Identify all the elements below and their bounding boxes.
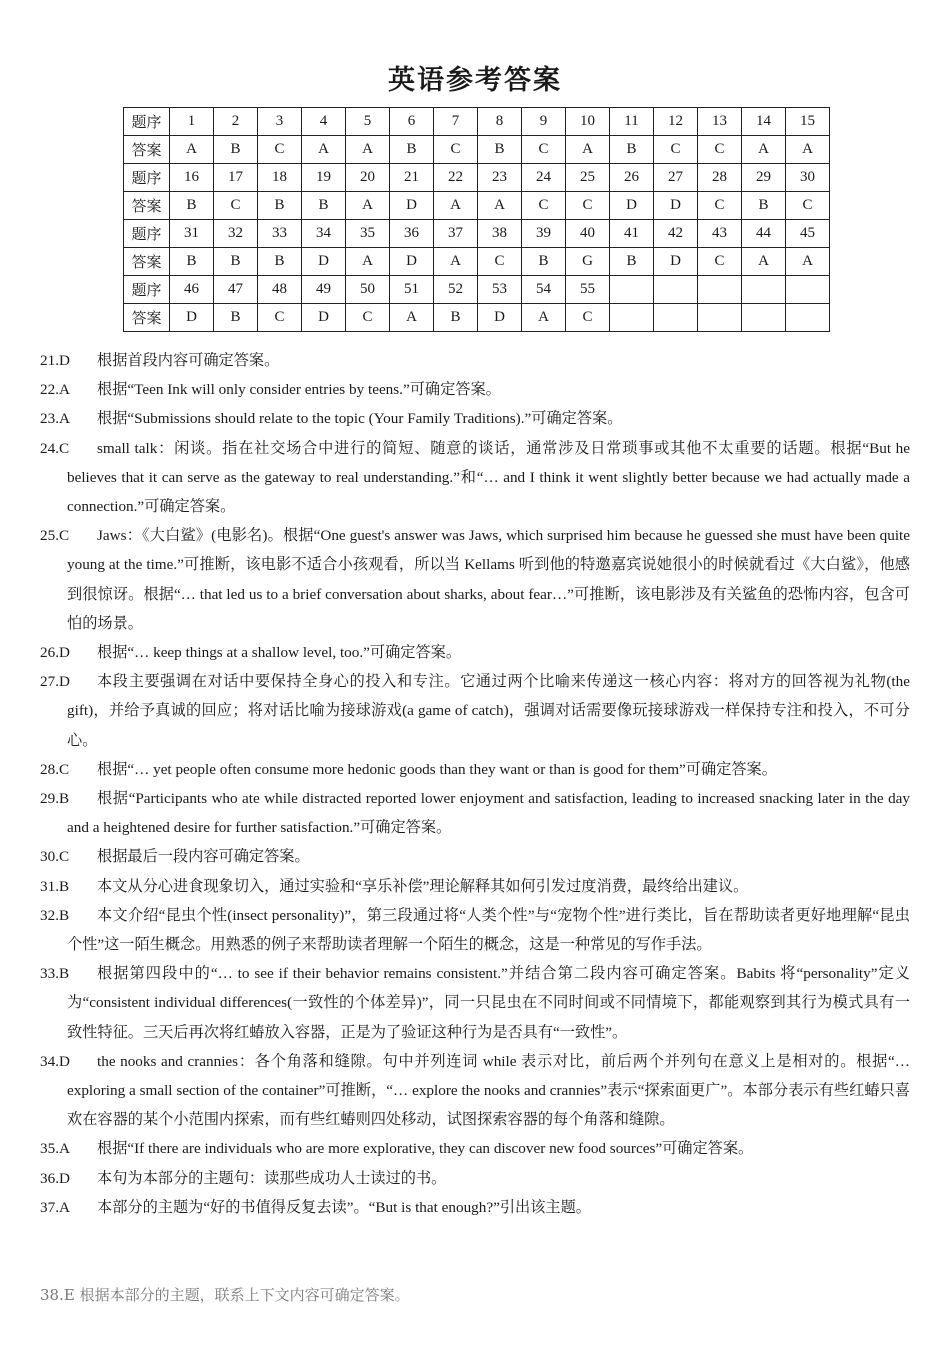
- row-label: 答案: [124, 304, 170, 332]
- table-cell: B: [214, 248, 258, 276]
- answer-text: Jaws：《大白鲨》(电影名)。根据“One guest's answer was Jaws, which surprised him because he guessed she must have been quite young at the time.”可推断，该电影不适合小孩观看，所以当 Kellams 听到他的特邀嘉宾说她很小的时候就看过《大白鲨》，他感到很惊讶。根据“… that led us to a brief conversation about sharks, about fear…”可推断，该电影涉及有关鲨鱼的恐怖内容，包含可怕的场景。: [67, 527, 910, 632]
- table-cell: A: [346, 136, 390, 164]
- table-cell: B: [214, 136, 258, 164]
- table-cell: D: [654, 248, 698, 276]
- table-cell: D: [478, 304, 522, 332]
- table-cell: [786, 276, 830, 304]
- table-cell: 54: [522, 276, 566, 304]
- table-cell: 33: [258, 220, 302, 248]
- table-cell: 3: [258, 108, 302, 136]
- table-cell: 34: [302, 220, 346, 248]
- table-cell: B: [302, 192, 346, 220]
- table-cell: A: [566, 136, 610, 164]
- table-cell: C: [698, 248, 742, 276]
- table-cell: A: [786, 248, 830, 276]
- table-cell: B: [610, 136, 654, 164]
- table-cell: 36: [390, 220, 434, 248]
- table-cell: 17: [214, 164, 258, 192]
- table-cell: A: [742, 136, 786, 164]
- table-cell: 40: [566, 220, 610, 248]
- table-cell: 45: [786, 220, 830, 248]
- table-cell: C: [698, 136, 742, 164]
- table-cell: 38: [478, 220, 522, 248]
- table-cell: 18: [258, 164, 302, 192]
- answer-number: 31.B: [40, 877, 70, 895]
- answer-item: [40, 842, 910, 871]
- table-cell: 31: [170, 220, 214, 248]
- table-cell: 15: [786, 108, 830, 136]
- table-row: [124, 248, 830, 276]
- table-cell: C: [522, 136, 566, 164]
- table-cell: A: [302, 136, 346, 164]
- table-cell: 12: [654, 108, 698, 136]
- table-cell: B: [258, 248, 302, 276]
- row-label: 答案: [124, 248, 170, 276]
- answer-text: the nooks and crannies：各个角落和缝隙。句中并列连词 while 表示对比，前后两个并列句在意义上是相对的。根据“… exploring a small section of the container”可推断，“… explore the nooks and crannies”表示“探索面更广”。本部分表示有些红蝽只喜欢在容器的某个小范围内探索，而有些红蝽则四处移动，试图探索容器的每个角落和缝隙。: [67, 1052, 910, 1129]
- table-cell: B: [610, 248, 654, 276]
- table-cell: 1: [170, 108, 214, 136]
- answer-number: 29.B: [40, 790, 70, 808]
- answer-text: 本句为本部分的主题句：读那些成功人士读过的书。: [97, 1169, 447, 1187]
- table-cell: [698, 276, 742, 304]
- answer-text: 根据“If there are individuals who are more explorative, they can discover new food sources”可确定答案。: [97, 1140, 754, 1158]
- table-cell: 49: [302, 276, 346, 304]
- table-cell: 35: [346, 220, 390, 248]
- table-cell: 22: [434, 164, 478, 192]
- table-cell: C: [522, 192, 566, 220]
- answer-text: 根据最后一段内容可确定答案。: [97, 848, 310, 866]
- row-label: 题序: [124, 220, 170, 248]
- answer-item: [40, 346, 910, 375]
- answer-number: 35.A: [40, 1140, 70, 1158]
- answer-text: 根据第四段中的“… to see if their behavior remains consistent.”并结合第二段内容可确定答案。Babits 将“personality”定义为“consistent individual differences(一致性的个体差异)”，同一只昆虫在不同时间或不同情境下，都能观察到其行为模式具有一致性特征。三天后再次将红蝽放入容器，正是为了验证这种行为是否具有“一致性”。: [67, 965, 910, 1041]
- table-cell: A: [346, 248, 390, 276]
- row-label: 答案: [124, 136, 170, 164]
- table-cell: A: [742, 248, 786, 276]
- table-cell: 43: [698, 220, 742, 248]
- table-cell: 7: [434, 108, 478, 136]
- table-cell: 13: [698, 108, 742, 136]
- table-cell: A: [170, 136, 214, 164]
- answer-text: 根据“Submissions should relate to the topic (Your Family Traditions).”可确定答案。: [97, 410, 623, 428]
- table-cell: 47: [214, 276, 258, 304]
- table-cell: C: [786, 192, 830, 220]
- table-cell: 52: [434, 276, 478, 304]
- row-label: 答案: [124, 192, 170, 220]
- table-cell: C: [478, 248, 522, 276]
- table-row: [124, 108, 830, 136]
- table-cell: D: [654, 192, 698, 220]
- answer-number: 30.C: [40, 848, 70, 866]
- table-cell: D: [302, 304, 346, 332]
- explanations-list: [40, 346, 910, 1222]
- answer-number: 27.D: [40, 673, 70, 691]
- table-cell: A: [434, 248, 478, 276]
- answer-key-table: [123, 107, 830, 332]
- table-cell: [786, 304, 830, 332]
- answer-number: 26.D: [40, 644, 70, 662]
- answer-item: [40, 959, 910, 1047]
- table-cell: 48: [258, 276, 302, 304]
- table-cell: 21: [390, 164, 434, 192]
- table-cell: C: [698, 192, 742, 220]
- table-cell: 20: [346, 164, 390, 192]
- table-cell: D: [610, 192, 654, 220]
- answer-text: 本部分的主题为“好的书值得反复去读”。“But is that enough?”引出该主题。: [97, 1198, 591, 1216]
- truncated-line: 38.E 根据本部分的主题，联系上下文内容可确定答案。: [40, 1286, 410, 1304]
- table-cell: D: [390, 248, 434, 276]
- table-cell: 6: [390, 108, 434, 136]
- table-cell: 23: [478, 164, 522, 192]
- table-cell: 24: [522, 164, 566, 192]
- table-cell: [654, 276, 698, 304]
- answer-item: [40, 521, 910, 638]
- table-cell: 9: [522, 108, 566, 136]
- table-cell: 51: [390, 276, 434, 304]
- table-cell: 32: [214, 220, 258, 248]
- answer-text: 根据“… keep things at a shallow level, too.”可确定答案。: [97, 644, 462, 662]
- table-cell: 25: [566, 164, 610, 192]
- table-cell: B: [522, 248, 566, 276]
- table-cell: G: [566, 248, 610, 276]
- table-cell: 29: [742, 164, 786, 192]
- table-cell: C: [258, 304, 302, 332]
- answer-item: [40, 638, 910, 667]
- answer-item: [40, 667, 910, 755]
- table-row: [124, 136, 830, 164]
- table-row: [124, 220, 830, 248]
- answer-item: [40, 1193, 910, 1222]
- table-cell: B: [170, 192, 214, 220]
- answer-item: [40, 434, 910, 522]
- answer-number: 37.A: [40, 1198, 70, 1216]
- table-cell: 26: [610, 164, 654, 192]
- table-cell: C: [566, 192, 610, 220]
- table-cell: [742, 276, 786, 304]
- table-cell: D: [170, 304, 214, 332]
- table-cell: D: [390, 192, 434, 220]
- answer-number: 24.C: [40, 439, 70, 457]
- answer-item: [40, 1164, 910, 1193]
- answer-number: 28.C: [40, 760, 70, 778]
- table-cell: 55: [566, 276, 610, 304]
- table-cell: D: [302, 248, 346, 276]
- answer-text: 本段主要强调在对话中要保持全身心的投入和专注。它通过两个比喻来传递这一核心内容：将对方的回答视为礼物(the gift)，并给予真诚的回应；将对话比喻为接球游戏(a game of catch)，强调对话需要像玩接球游戏一样保持专注和投入，不可分心。: [67, 673, 910, 749]
- table-row: [124, 304, 830, 332]
- answer-number: 25.C: [40, 527, 70, 545]
- table-cell: 2: [214, 108, 258, 136]
- answer-text: small talk：闲谈。指在社交场合中进行的简短、随意的谈话，通常涉及日常琐事或其他不太重要的话题。根据“But he believes that it can serve as the gateway to real understanding.”和“… and I think it went slightly better because we had actually made a connection.”可确定答案。: [67, 439, 910, 516]
- table-cell: C: [346, 304, 390, 332]
- table-cell: 28: [698, 164, 742, 192]
- table-cell: 39: [522, 220, 566, 248]
- table-cell: C: [654, 136, 698, 164]
- table-cell: 27: [654, 164, 698, 192]
- table-cell: C: [566, 304, 610, 332]
- answer-item: [40, 784, 910, 842]
- answer-item: [40, 1134, 910, 1163]
- answer-text: 本文介绍“昆虫个性(insect personality)”，第三段通过将“人类个性”与“宠物个性”进行类比，旨在帮助读者更好地理解“昆虫个性”这一陌生概念。用熟悉的例子来帮助读者理解一个陌生的概念，这是一种常见的写作手法。: [67, 906, 910, 954]
- row-label: 题序: [124, 276, 170, 304]
- table-cell: B: [258, 192, 302, 220]
- answer-number: 36.D: [40, 1169, 70, 1187]
- answer-number: 22.A: [40, 381, 70, 399]
- answer-item: [40, 1047, 910, 1135]
- table-cell: C: [214, 192, 258, 220]
- table-cell: 11: [610, 108, 654, 136]
- table-cell: 50: [346, 276, 390, 304]
- table-row: [124, 192, 830, 220]
- table-cell: B: [390, 136, 434, 164]
- table-cell: B: [434, 304, 478, 332]
- answer-item: [40, 755, 910, 784]
- answer-item: [40, 872, 910, 901]
- answer-number: 33.B: [40, 965, 70, 983]
- answer-text: 根据“Teen Ink will only consider entries by teens.”可确定答案。: [97, 381, 501, 399]
- answer-text: 根据首段内容可确定答案。: [97, 352, 280, 369]
- answer-number: 34.D: [40, 1052, 70, 1070]
- answer-item: [40, 901, 910, 959]
- table-cell: [698, 304, 742, 332]
- table-cell: 16: [170, 164, 214, 192]
- table-cell: B: [170, 248, 214, 276]
- table-cell: 41: [610, 220, 654, 248]
- row-label: 题序: [124, 108, 170, 136]
- table-cell: 42: [654, 220, 698, 248]
- answer-text: 本文从分心进食现象切入，通过实验和“享乐补偿”理论解释其如何引发过度消费，最终给出建议。: [97, 877, 749, 895]
- table-cell: A: [522, 304, 566, 332]
- page-title: 英语参考答案: [388, 65, 562, 96]
- table-cell: 53: [478, 276, 522, 304]
- table-cell: 37: [434, 220, 478, 248]
- table-cell: A: [478, 192, 522, 220]
- answer-text: 根据“… yet people often consume more hedonic goods than they want or than is good for them”可确定答案。: [97, 760, 777, 778]
- table-cell: A: [434, 192, 478, 220]
- row-label: 题序: [124, 164, 170, 192]
- table-cell: C: [434, 136, 478, 164]
- table-cell: [610, 304, 654, 332]
- answer-text: 根据“Participants who ate while distracted reported lower enjoyment and satisfaction, leading to increased snacking later in the day and a heightened desire for further satisfaction.”可确定答案。: [67, 790, 910, 837]
- table-cell: B: [214, 304, 258, 332]
- answer-item: [40, 404, 910, 433]
- table-cell: 10: [566, 108, 610, 136]
- table-cell: A: [390, 304, 434, 332]
- table-cell: 5: [346, 108, 390, 136]
- table-cell: C: [258, 136, 302, 164]
- table-cell: A: [346, 192, 390, 220]
- answer-number: 21.D: [40, 352, 70, 369]
- table-cell: 30: [786, 164, 830, 192]
- table-cell: 4: [302, 108, 346, 136]
- table-cell: [654, 304, 698, 332]
- table-cell: 8: [478, 108, 522, 136]
- answer-item: [40, 375, 910, 404]
- table-cell: [742, 304, 786, 332]
- table-cell: 44: [742, 220, 786, 248]
- table-row: [124, 276, 830, 304]
- table-row: [124, 164, 830, 192]
- table-cell: B: [478, 136, 522, 164]
- table-cell: 19: [302, 164, 346, 192]
- answer-number: 32.B: [40, 906, 70, 924]
- table-cell: 46: [170, 276, 214, 304]
- table-cell: [610, 276, 654, 304]
- table-cell: B: [742, 192, 786, 220]
- answer-number: 23.A: [40, 410, 70, 428]
- table-cell: A: [786, 136, 830, 164]
- table-cell: 14: [742, 108, 786, 136]
